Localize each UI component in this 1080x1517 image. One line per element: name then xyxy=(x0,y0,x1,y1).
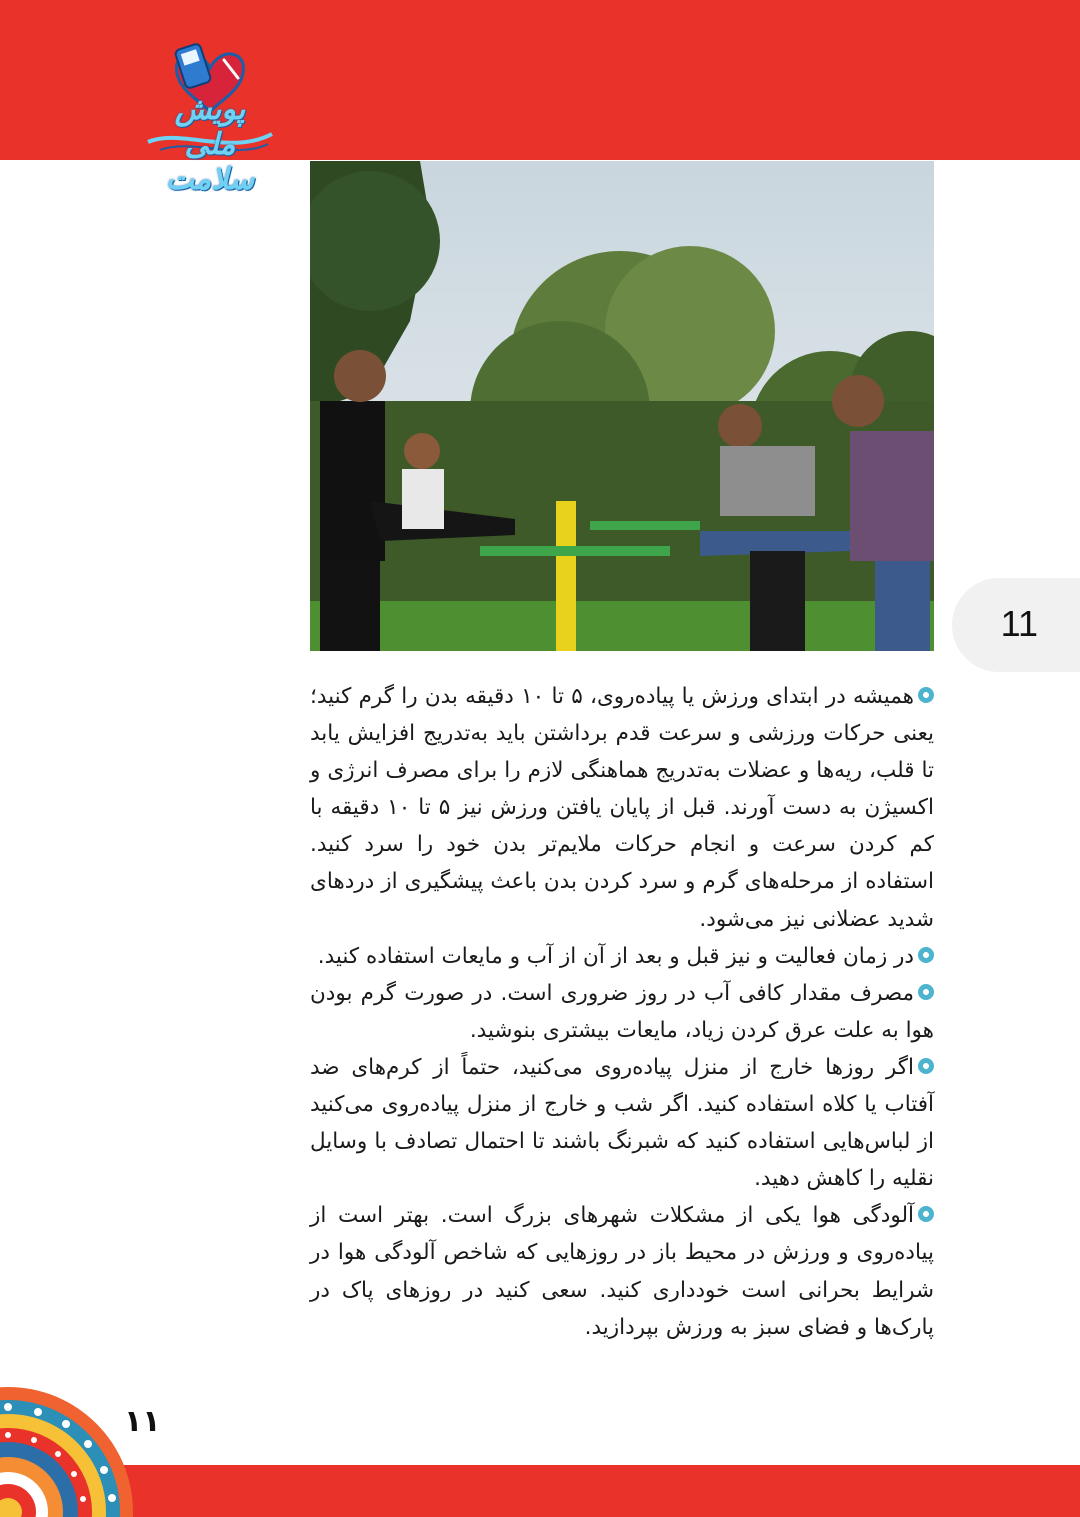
paragraph-text: در زمان فعالیت و نیز قبل و بعد از آن از آب و مایعات استفاده کنید. xyxy=(317,943,914,969)
mandala-ornament xyxy=(0,1380,150,1517)
paragraph-text: همیشه در ابتدای ورزش یا پیاده‌روی، ۵ تا ۱۰ دقیقه بدن را گرم کنید؛ یعنی حرکات ورزشی و سرعت قدم برداشتن باید به‌تدریج افزایش یابد تا قلب، ریه‌ها و عضلات به‌تدریج هماهنگی لازم را برای مصرف انرژی و اکسیژن به دست آورند. قبل از پایان یافتن ورزش نیز ۵ تا ۱۰ دقیقه با کم کردن سرعت و انجام حرکات ملایم‌تر بدن خود را سرد کنید. استفاده از مرحله‌های گرم و سرد کردن بدن باعث پیشگیری از دردهای شدید عضلانی نیز می‌شود. xyxy=(310,684,934,932)
paragraph xyxy=(310,678,934,938)
paragraph xyxy=(310,1049,934,1197)
footer-band xyxy=(0,1465,1080,1517)
park-exercise-photo xyxy=(310,161,934,651)
page-tab xyxy=(952,578,1080,672)
paragraph-text: مصرف مقدار کافی آب در روز ضروری است. در صورت گرم بودن هوا به علت عرق کردن زیاد، مایعات بیشتری بنوشید. xyxy=(310,980,934,1043)
paragraph xyxy=(310,1197,934,1345)
bullet-icon xyxy=(918,687,934,703)
paragraph xyxy=(310,975,934,1049)
bullet-icon xyxy=(918,984,934,1000)
bullet-icon xyxy=(918,1058,934,1074)
paragraph xyxy=(310,938,934,975)
page-tab-number: 11 xyxy=(1000,603,1038,644)
logo-text: پویش ملی سلامت xyxy=(165,92,255,197)
campaign-logo xyxy=(140,38,280,197)
page-number: ۱۱ xyxy=(124,1404,161,1439)
paragraph-text: اگر روزها خارج از منزل پیاده‌روی می‌کنید، حتماً از کرم‌های ضد آفتاب یا کلاه استفاده کنید. اگر شب و خارج از منزل پیاده‌روی می‌کنید از لباس‌هایی استفاده کنید که شبرنگ باشند تا احتمال تصادف با وسایل نقلیه را کاهش دهید. xyxy=(310,1054,934,1192)
paragraph-text: آلودگی هوا یکی از مشکلات شهرهای بزرگ است. بهتر است از پیاده‌روی و ورزش در محیط باز در روزهایی که شاخص آلودگی هوا در شرایط بحرانی است خودداری کنید. سعی کنید در روزهای پاک در پارک‌ها و فضای سبز به ورزش بپردازید. xyxy=(310,1203,934,1340)
bullet-icon xyxy=(918,1206,934,1222)
article-body xyxy=(310,678,934,1346)
bullet-icon xyxy=(918,947,934,963)
